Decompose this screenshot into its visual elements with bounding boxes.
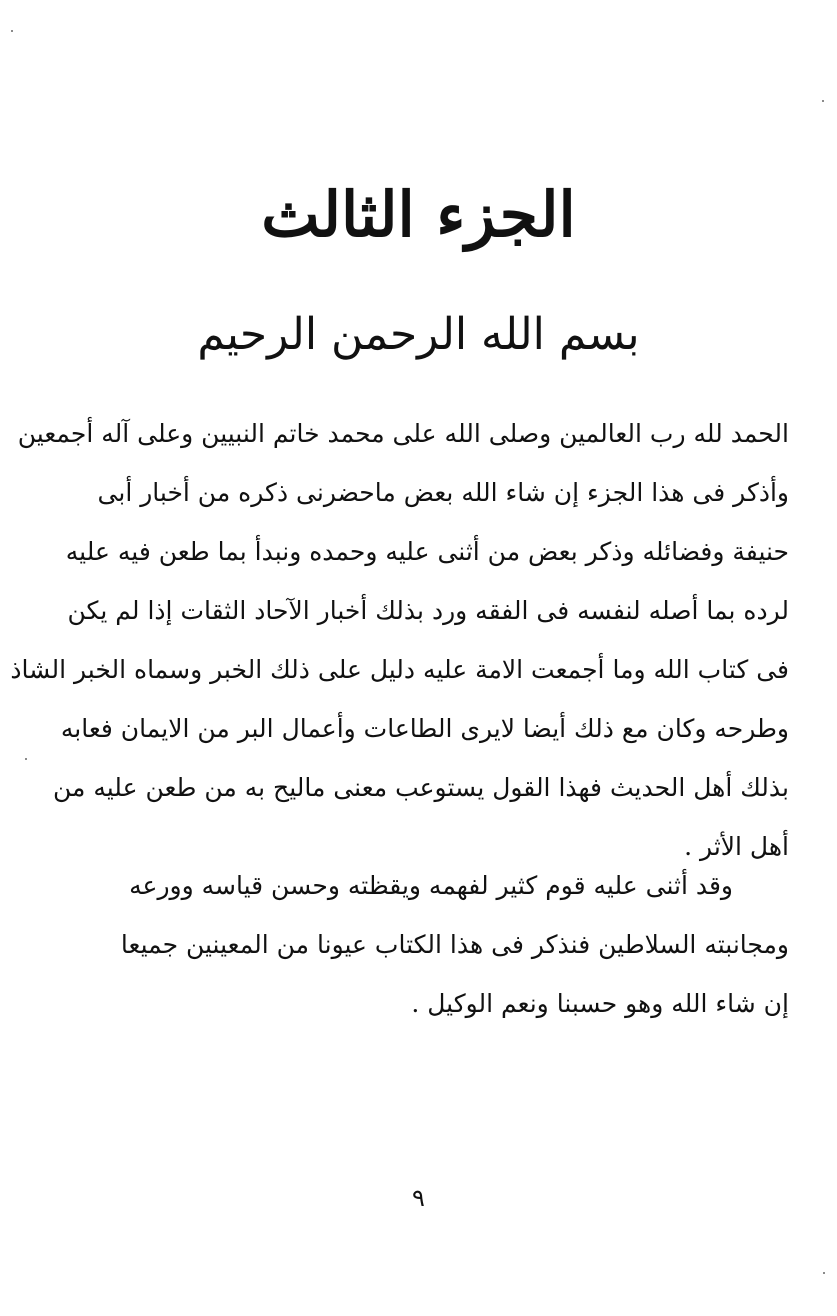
basmala: بسم الله الرحمن الرحيم bbox=[197, 309, 640, 360]
text-line: ومجانبته السلاطين فنذكر فى هذا الكتاب عيونا من المعينين جميعا bbox=[120, 930, 789, 959]
text-line: وطرحه وكان مع ذلك أيضا لايرى الطاعات وأعمال البر من الايمان فعابه bbox=[60, 714, 789, 743]
page-number: ٩ bbox=[412, 1184, 425, 1212]
text-line: لرده بما أصله لنفسه فى الفقه ورد بذلك أخبار الآحاد الثقات إذا لم يكن bbox=[67, 596, 789, 625]
scan-speck bbox=[823, 1272, 825, 1274]
text-line: وقد أثنى عليه قوم كثير لفهمه ويقظته وحسن قياسه وورعه bbox=[129, 871, 733, 900]
scan-speck bbox=[11, 30, 13, 32]
paragraph-2 bbox=[120, 856, 789, 1033]
text-line: إن شاء الله وهو حسبنا ونعم الوكيل . bbox=[411, 989, 789, 1018]
paragraph-1 bbox=[10, 404, 789, 876]
scan-speck bbox=[25, 758, 27, 760]
text-line: فى كتاب الله وما أجمعت الامة عليه دليل على ذلك الخبر وسماه الخبر الشاذ bbox=[10, 655, 789, 684]
chapter-title: الجزء الثالث bbox=[261, 178, 576, 251]
text-line: وأذكر فى هذا الجزء إن شاء الله بعض ماحضرنى ذكره من أخبار أبى bbox=[97, 478, 789, 507]
text-line: حنيفة وفضائله وذكر بعض من أثنى عليه وحمده ونبدأ بما طعن فيه عليه bbox=[65, 537, 789, 566]
text-line: الحمد لله رب العالمين وصلى الله على محمد خاتم النبيين وعلى آله أجمعين bbox=[17, 419, 789, 448]
scan-speck bbox=[822, 100, 824, 102]
text-line: بذلك أهل الحديث فهذا القول يستوعب معنى ماليح به من طعن عليه من bbox=[52, 773, 789, 802]
text-line: أهل الأثر . bbox=[684, 832, 789, 861]
